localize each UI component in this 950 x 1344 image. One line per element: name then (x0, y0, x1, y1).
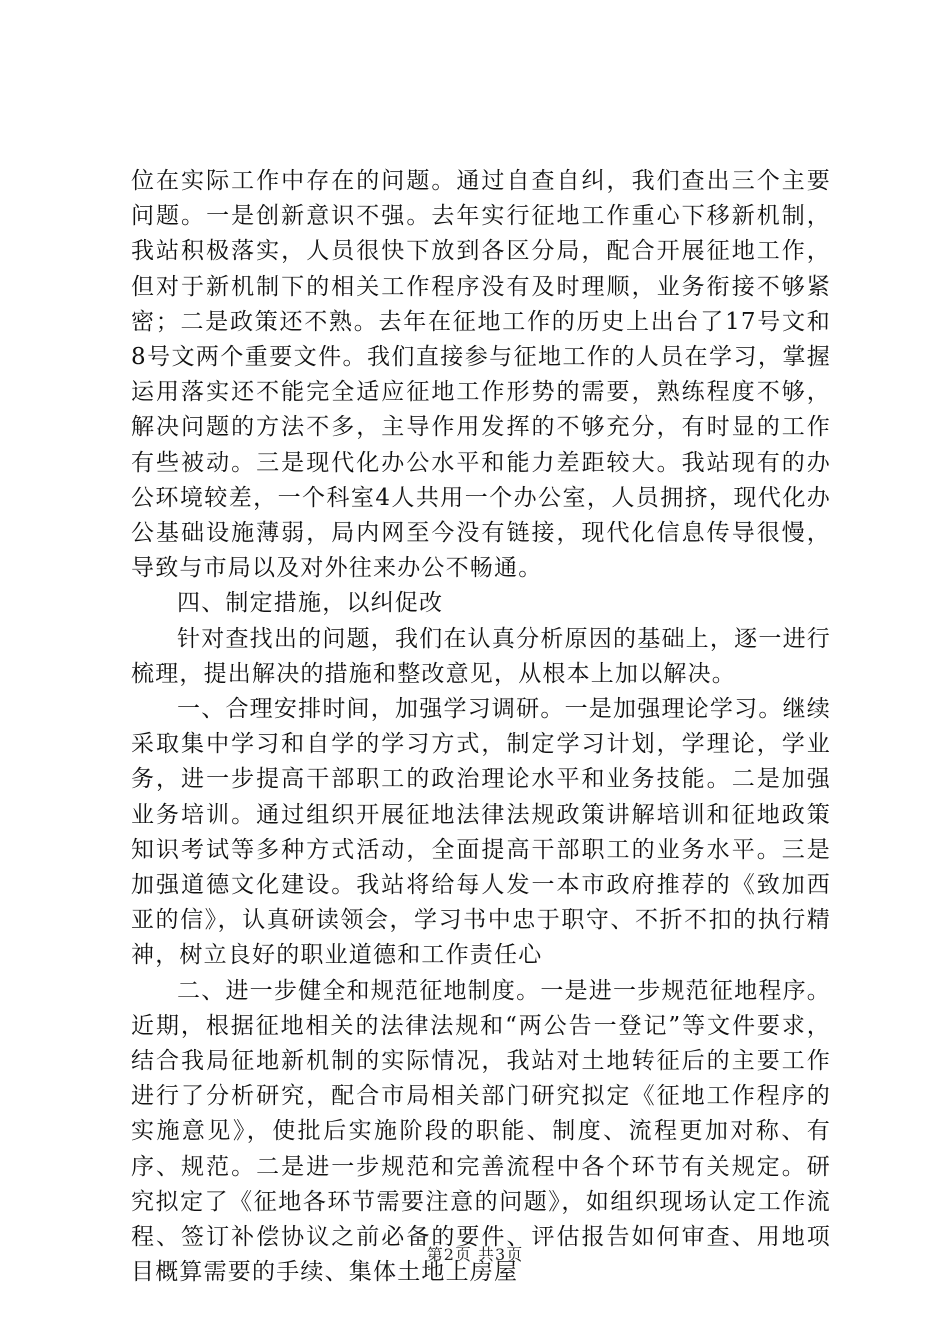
paragraph-4: 一、合理安排时间，加强学习调研。一是加强理论学习。继续采取集中学习和自学的学习方式，制定学习计划，学理论，学业务，进一步提高干部职工的政治理论水平和业务技能。二是加强业务培训。通过组织开展征地法律法规政策讲解培训和征地政策知识考试等多种方式活动，全面提高干部职工的业务水平。三是加强道德文化建设。我站将给每人发一本市政府推荐的《致加西亚的信》，认真研读领会，学习书中忠于职守、不折不扣的执行精神，树立良好的职业道德和工作责任心 (131, 696, 831, 969)
paragraph-5: 二、进一步健全和规范征地制度。一是进一步规范征地程序。近期，根据征地相关的法律法规和“两公告一登记”等文件要求，结合我局征地新机制的实际情况，我站对土地转征后的主要工作进行了分析研究，配合市局相关部门研究拟定《征地工作程序的实施意见》，使批后实施阶段的职能、制度、流程更加对称、有序、规范。二是进一步规范和完善流程中各个环节有关规定。研究拟定了《征地各环节需要注意的问题》，如组织现场认定工作流程、签订补偿协议之前必备的要件、评估报告如何审查、用地项目概算需要的手续、集体土地上房屋 (131, 977, 831, 1286)
paragraph-3: 针对查找出的问题，我们在认真分析原因的基础上，逐一进行梳理，提出解决的措施和整改意见，从根本上加以解决。 (131, 625, 831, 687)
section-heading-4: 四、制定措施，以纠促改 (177, 590, 444, 617)
document-body (131, 164, 831, 1291)
page-number-footer: 第2页 共3页 (426, 1245, 524, 1264)
paragraph-1: 位在实际工作中存在的问题。通过自查自纠，我们查出三个主要问题。一是创新意识不强。去年实行征地工作重心下移新机制，我站积极落实，人员很快下放到各区分局，配合开展征地工作，但对于新机制下的相关工作程序没有及时理顺，业务衔接不够紧密；二是政策还不熟。去年在征地工作的历史上出台了17号文和8号文两个重要文件。我们直接参与征地工作的人员在学习，掌握运用落实还不能完全适应征地工作形势的需要，熟练程度不够，解决问题的方法不多，主导作用发挥的不够充分，有时显的工作有些被动。三是现代化办公水平和能力差距较大。我站现有的办公环境较差，一个科室4人共用一个办公室，人员拥挤，现代化办公基础设施薄弱，局内网至今没有链接，现代化信息传导很慢，导致与市局以及对外往来办公不畅通。 (131, 168, 831, 582)
